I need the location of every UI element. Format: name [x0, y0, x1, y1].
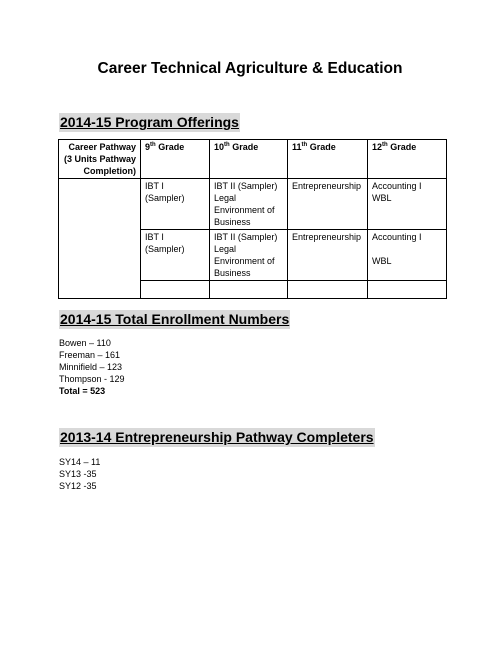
- grade12-number: 12: [372, 142, 383, 152]
- list-item: Minnifield – 123: [59, 362, 123, 372]
- grade12-suffix: th: [382, 142, 388, 148]
- table-cell: [368, 281, 447, 299]
- table-cell: [141, 281, 210, 299]
- table-cell: IBT II (Sampler) Legal Environment of Business: [210, 179, 288, 230]
- table-header-row: [59, 140, 447, 179]
- list-item: Freeman – 161: [59, 350, 121, 360]
- grade11-header: [288, 140, 368, 179]
- career-pathway-cell: [59, 179, 141, 299]
- grade9-header: [141, 140, 210, 179]
- table-cell: Accounting I WBL: [368, 179, 447, 230]
- list-item: SY13 -35: [59, 469, 97, 479]
- list-item: Bowen – 110: [59, 338, 111, 348]
- grade12-word: Grade: [387, 142, 417, 152]
- table-cell: Entrepreneurship: [288, 230, 368, 281]
- list-item: Thompson - 129: [59, 374, 125, 384]
- list-item: SY12 -35: [59, 481, 97, 491]
- table-cell: IBT II (Sampler) Legal Environment of Business: [210, 230, 288, 281]
- grade10-number: 10: [214, 142, 225, 152]
- grade9-suffix: th: [150, 142, 156, 148]
- page-title: Career Technical Agriculture & Education: [97, 60, 403, 77]
- grade9-word: Grade: [155, 142, 185, 152]
- table-cell: IBT I (Sampler): [141, 230, 210, 281]
- table-cell: Accounting I WBL: [368, 230, 447, 281]
- table-cell: [210, 281, 288, 299]
- completers-heading: 2013-14 Entrepreneurship Pathway Completers: [60, 429, 374, 445]
- table-cell: [288, 281, 368, 299]
- enrollment-heading: 2014-15 Total Enrollment Numbers: [60, 311, 290, 327]
- completers-list: [59, 456, 100, 492]
- grade10-word: Grade: [229, 142, 259, 152]
- enrollment-total: Total = 523: [59, 386, 106, 396]
- grade11-suffix: th: [301, 142, 308, 148]
- grade11-number: 11: [292, 142, 302, 152]
- grade10-header: [210, 140, 288, 179]
- career-pathway-header: Career Pathway (3 Units Pathway Completion): [59, 140, 141, 179]
- grade11-word: Grade: [307, 142, 336, 152]
- table-cell: IBT I (Sampler): [141, 179, 210, 230]
- program-offerings-table: [58, 139, 447, 299]
- enrollment-list: [59, 337, 125, 397]
- grade12-header: [368, 140, 447, 179]
- grade10-suffix: th: [224, 142, 230, 148]
- table-row: [59, 179, 447, 230]
- list-item: SY14 – 11: [59, 457, 101, 467]
- program-offerings-heading: 2014-15 Program Offerings: [60, 114, 239, 130]
- table-cell: Entrepreneurship: [288, 179, 368, 230]
- grade9-number: 9: [145, 142, 151, 152]
